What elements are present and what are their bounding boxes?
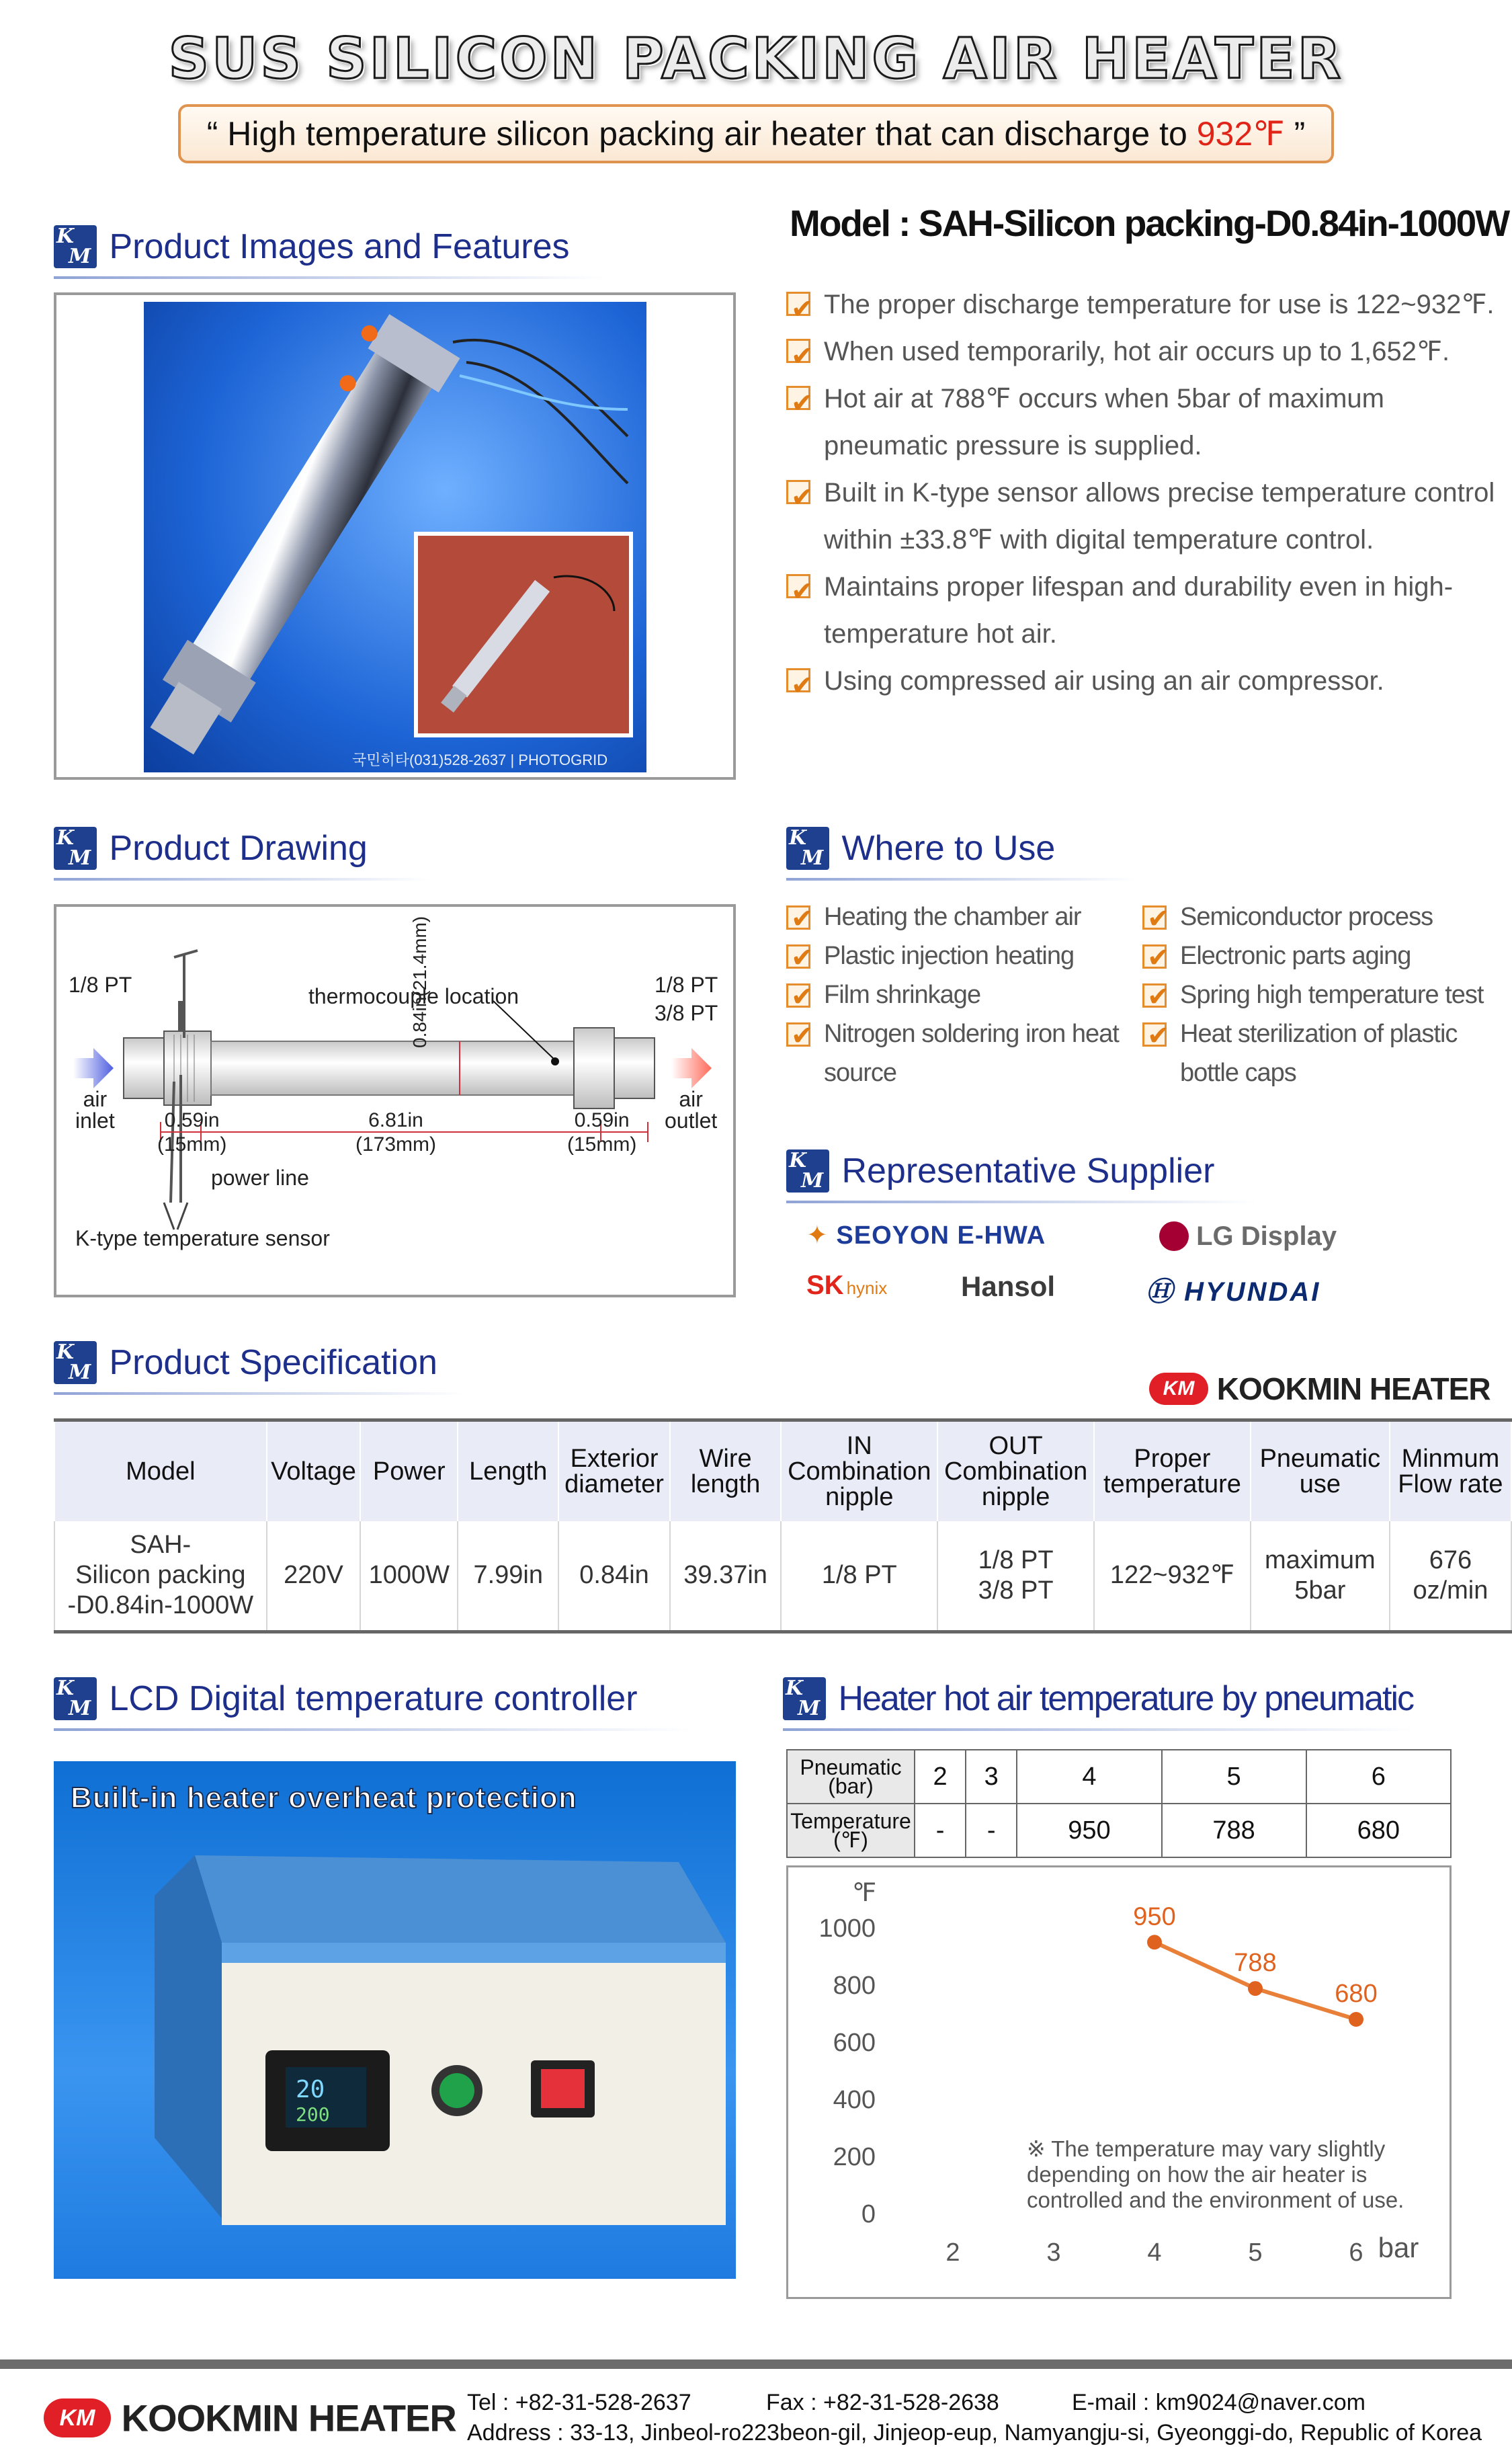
- use-list-left: [786, 897, 1136, 1092]
- table-header: OUT Combination nipple: [937, 1420, 1094, 1521]
- checkbox-icon: [786, 386, 810, 410]
- table-cell: 1000W: [360, 1521, 458, 1632]
- checkbox-icon: [1142, 944, 1167, 969]
- table-header-row: [54, 1420, 1511, 1521]
- table-header: Model: [54, 1420, 267, 1521]
- feature-list: [786, 281, 1499, 704]
- x-tick-label: 2: [946, 2238, 960, 2267]
- y-tick-label: 400: [833, 2086, 876, 2114]
- table-cell: 220V: [267, 1521, 361, 1632]
- x-tick-label: 3: [1046, 2238, 1061, 2267]
- checkbox-icon: [1142, 1022, 1167, 1047]
- km-logo-icon: K M: [54, 1677, 97, 1720]
- drawing-label: 1/8 PT: [69, 973, 132, 997]
- checkbox-icon: [786, 480, 810, 504]
- footer-divider: [0, 2359, 1512, 2369]
- air-inlet-arrow-icon: [73, 1048, 114, 1088]
- data-point: [1147, 1935, 1162, 1949]
- km-logo-icon: K M: [786, 827, 829, 870]
- km-logo-icon: K M: [786, 1149, 829, 1193]
- table-header: Minmum Flow rate: [1390, 1420, 1511, 1521]
- x-tick-label: 5: [1248, 2238, 1263, 2267]
- svg-text:200: 200: [296, 2103, 330, 2126]
- product-photo: [144, 302, 646, 772]
- x-tick-label: 6: [1349, 2238, 1363, 2267]
- footer-tel: Tel : +82-31-528-2637: [467, 2390, 691, 2415]
- table-cell: 0.84in: [558, 1521, 670, 1632]
- seoyon-mark-icon: ✦: [806, 1221, 829, 1250]
- footer-fax: Fax : +82-31-528-2638: [766, 2390, 999, 2415]
- table-row: [54, 1521, 1511, 1632]
- section-title: Product Specification: [109, 1343, 437, 1382]
- lg-mark-icon: [1159, 1221, 1189, 1251]
- table-header: Exterior diameter: [558, 1420, 670, 1521]
- supplier-lg-logo: LG Display: [1159, 1220, 1337, 1252]
- table-header: Temperature (℉): [787, 1804, 915, 1857]
- y-tick-label: 800: [833, 1972, 876, 2000]
- subtitle-text: “ High temperature silicon packing air heater that can discharge to: [206, 115, 1197, 153]
- supplier-hansol-logo: Hansol: [961, 1270, 1056, 1302]
- section-title: Product Drawing: [109, 829, 368, 868]
- checkbox-icon: [786, 983, 810, 1008]
- table-cell: 4: [1017, 1750, 1161, 1804]
- checkbox-icon: [786, 1022, 810, 1047]
- table-row: [787, 1804, 1451, 1857]
- use-item: ✔ Semiconductor process: [1142, 897, 1492, 936]
- section-header-lcd: [54, 1677, 692, 1731]
- data-label: 950: [1133, 1902, 1176, 1931]
- y-tick-label: 0: [861, 2200, 876, 2228]
- x-axis-label: bar: [1378, 2232, 1419, 2263]
- table-cell: 1/8 PT: [781, 1521, 937, 1632]
- section-underline: [786, 878, 1136, 881]
- temperature-chart: [788, 1867, 1450, 2297]
- use-list-right: [1142, 897, 1492, 1092]
- drawing-label: K-type temperature sensor: [75, 1226, 330, 1250]
- drawing-label: 0.59in (15mm): [157, 1109, 227, 1156]
- supplier-sk-logo: SK hynix: [806, 1270, 888, 1300]
- km-logo-icon: K M: [783, 1677, 826, 1720]
- table-cell: 39.37in: [670, 1521, 782, 1632]
- x-tick-label: 4: [1147, 2238, 1162, 2267]
- lcd-banner: Built-in heater overheat protection: [71, 1781, 577, 1814]
- chart-frame: [786, 1865, 1452, 2299]
- table-header: Length: [458, 1420, 558, 1521]
- drawing-label: 6.81in (173mm): [355, 1109, 437, 1156]
- feature-item: ✔ The proper discharge temperature for use is 122~932℉.: [786, 281, 1499, 328]
- section-title: LCD Digital temperature controller: [109, 1679, 638, 1718]
- section-header-drawing: [54, 827, 430, 881]
- drawing-frame: [54, 904, 736, 1297]
- section-title: Product Images and Features: [109, 227, 570, 266]
- section-title: Representative Supplier: [841, 1152, 1215, 1191]
- table-cell: 1/8 PT 3/8 PT: [937, 1521, 1094, 1632]
- controller-box-image: [54, 1761, 736, 2279]
- feature-item: ✔ When used temporarily, hot air occurs up to 1,652℉.: [786, 328, 1499, 375]
- km-brand-icon: KM: [44, 2398, 111, 2437]
- table-cell: 6: [1306, 1750, 1451, 1804]
- use-item: ✔ Heat sterilization of plastic bottle caps: [1142, 1014, 1492, 1092]
- checkbox-icon: [786, 668, 810, 692]
- section-header-where: [786, 827, 1136, 881]
- product-image-frame: [54, 292, 736, 780]
- controller-photo: [54, 1761, 736, 2279]
- use-item: ✔ Spring high temperature test: [1142, 975, 1492, 1014]
- section-header-images: [54, 225, 605, 279]
- drawing-label: 1/8 PT: [655, 973, 718, 997]
- heater-tube-image: [144, 302, 646, 772]
- y-tick-label: 1000: [818, 1914, 876, 1943]
- use-item: ✔ Film shrinkage: [786, 975, 1136, 1014]
- feature-item: ✔ Hot air at 788℉ occurs when 5bar of maximum pneumatic pressure is supplied.: [786, 375, 1499, 469]
- subtitle-suffix: ”: [1284, 115, 1306, 153]
- y-tick-label: 600: [833, 2029, 876, 2057]
- drawing-label: 3/8 PT: [655, 1001, 718, 1025]
- table-cell: 5: [1162, 1750, 1306, 1804]
- section-underline: [54, 1392, 464, 1395]
- section-underline: [54, 276, 605, 279]
- drawing-label: thermocouple location: [308, 984, 519, 1008]
- km-brand-icon: KM: [1149, 1373, 1208, 1405]
- table-cell: 2: [915, 1750, 966, 1804]
- brand-logo: KM KOOKMIN HEATER: [1149, 1368, 1490, 1407]
- footer-email[interactable]: E-mail : km9024@naver.com: [1072, 2390, 1366, 2415]
- checkbox-icon: [786, 574, 810, 598]
- hyundai-mark-icon: Ⓗ: [1146, 1277, 1175, 1307]
- table-row: [787, 1750, 1451, 1804]
- pneumatic-table: [786, 1749, 1452, 1858]
- km-logo-icon: K M: [54, 827, 97, 870]
- section-underline: [54, 878, 430, 881]
- use-item: ✔ Heating the chamber air: [786, 897, 1136, 936]
- drawing-label: 0.84in(21.4mm): [409, 916, 430, 1048]
- section-underline: [786, 1201, 1257, 1203]
- feature-item: ✔ Maintains proper lifespan and durability even in high-temperature hot air.: [786, 563, 1499, 657]
- km-logo-icon: K M: [54, 225, 97, 268]
- footer-brand-logo: KM KOOKMIN HEATER: [44, 2393, 456, 2440]
- drawing-label: air inlet: [75, 1087, 115, 1133]
- spec-table: [54, 1418, 1512, 1633]
- photo-watermark: 국민히타(031)528-2637 | PHOTOGRID: [352, 752, 608, 768]
- table-cell: 680: [1306, 1804, 1451, 1857]
- table-cell: SAH- Silicon packing -D0.84in-1000W: [54, 1521, 267, 1632]
- table-cell: 7.99in: [458, 1521, 558, 1632]
- table-header: Pneumatic use: [1251, 1420, 1390, 1521]
- section-underline: [783, 1728, 1415, 1731]
- table-header: Wire length: [670, 1420, 782, 1521]
- table-cell: 3: [966, 1750, 1017, 1804]
- model-name: Model : SAH-Silicon packing-D0.84in-1000W: [790, 202, 1509, 244]
- table-cell: -: [915, 1804, 966, 1857]
- svg-text:20: 20: [296, 2076, 325, 2103]
- table-header: Proper temperature: [1094, 1420, 1251, 1521]
- checkbox-icon: [786, 905, 810, 930]
- data-label: 680: [1335, 1980, 1378, 2008]
- data-label: 788: [1234, 1949, 1277, 1978]
- feature-item: ✔ Built in K-type sensor allows precise temperature control within ±33.8℉ with digital temperature control.: [786, 469, 1499, 563]
- footer-address: Address : 33-13, Jinbeol-ro223beon-gil, Jinjeop-eup, Namyangju-si, Gyeonggi-do, Republic of Korea: [467, 2420, 1482, 2446]
- supplier-seoyon-logo: ✦ SEOYON E-HWA: [806, 1221, 1046, 1250]
- drawing-label: air outlet: [665, 1087, 718, 1133]
- supplier-hyundai-logo: Ⓗ HYUNDAI: [1146, 1277, 1321, 1307]
- page-title: SUS SILICON PACKING AIR HEATER: [168, 26, 1344, 91]
- section-header-supplier: [786, 1149, 1257, 1203]
- chart-note: ※ The temperature may vary slightly depending on how the air heater is controlled and the environment of use.: [1027, 2136, 1404, 2212]
- table-cell: -: [966, 1804, 1017, 1857]
- section-title: Heater hot air temperature by pneumatic: [838, 1679, 1414, 1718]
- use-item: ✔ Plastic injection heating: [786, 936, 1136, 975]
- checkbox-icon: [786, 944, 810, 969]
- section-title: Where to Use: [841, 829, 1056, 868]
- table-header: Pneumatic (bar): [787, 1750, 915, 1804]
- data-point: [1349, 2012, 1363, 2027]
- subtitle-highlight: 932℉: [1196, 115, 1285, 153]
- km-logo-icon: K M: [54, 1341, 97, 1384]
- section-underline: [54, 1728, 692, 1731]
- use-item: ✔ Nitrogen soldering iron heat source: [786, 1014, 1136, 1092]
- table-header: Voltage: [267, 1420, 361, 1521]
- table-cell: 950: [1017, 1804, 1161, 1857]
- table-cell: 788: [1162, 1804, 1306, 1857]
- section-header-spec: [54, 1341, 464, 1395]
- table-cell: 122~932℉: [1094, 1521, 1251, 1632]
- table-cell: 676 oz/min: [1390, 1521, 1511, 1632]
- table-header: IN Combination nipple: [781, 1420, 937, 1521]
- y-axis-label: ℉: [852, 1879, 877, 1907]
- drawing-label: power line: [211, 1166, 309, 1190]
- air-outlet-arrow-icon: [671, 1048, 712, 1088]
- table-header: Power: [360, 1420, 458, 1521]
- checkbox-icon: [786, 292, 810, 316]
- section-header-pneumatic: [783, 1677, 1415, 1731]
- feature-item: ✔ Using compressed air using an air compressor.: [786, 657, 1499, 704]
- drawing-label: 0.59in (15mm): [567, 1109, 637, 1156]
- checkbox-icon: [1142, 983, 1167, 1008]
- y-tick-label: 200: [833, 2143, 876, 2171]
- data-point: [1248, 1981, 1263, 1996]
- subtitle-banner: [178, 104, 1334, 163]
- checkbox-icon: [786, 339, 810, 363]
- table-cell: maximum 5bar: [1251, 1521, 1390, 1632]
- use-item: ✔ Electronic parts aging: [1142, 936, 1492, 975]
- checkbox-icon: [1142, 905, 1167, 930]
